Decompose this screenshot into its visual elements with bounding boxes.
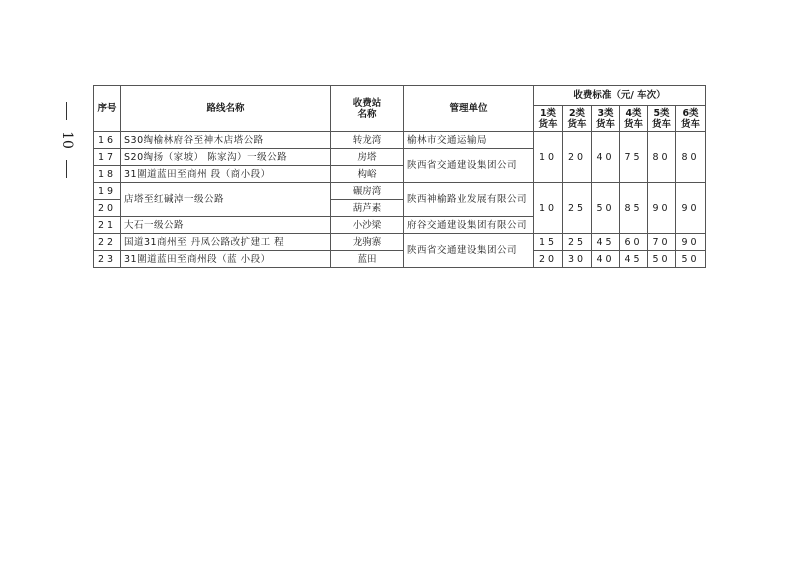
fee-class-5: 90 <box>648 183 676 234</box>
page-number-rule-bottom <box>66 160 67 178</box>
header-station <box>331 86 404 132</box>
fee-class-4: 75 <box>620 132 648 183</box>
row-route: 店塔至红碱淖一级公路 <box>121 183 331 217</box>
table-row <box>94 183 706 200</box>
row-route: 31圍道蓝田至商州段（蓝 小段） <box>121 251 331 268</box>
class-num: 3类 <box>597 107 614 119</box>
page-number <box>55 100 79 180</box>
row-seq: 20 <box>94 200 121 217</box>
row-seq: 21 <box>94 217 121 234</box>
class-num: 5类 <box>653 107 670 119</box>
row-route: S30绹榆林府谷至神木店塔公路 <box>121 132 331 149</box>
row-station: 房塔 <box>331 149 404 166</box>
row-station: 蓝田 <box>331 251 404 268</box>
page-number-text: 10 <box>59 131 75 149</box>
class-num: 4类 <box>625 107 642 119</box>
class-num: 1类 <box>539 107 557 119</box>
row-unit: 陕西省交通建设集团公司 <box>404 149 534 183</box>
class-vehicle: 货车 <box>595 118 615 130</box>
fee-class-1: 10 <box>534 183 563 234</box>
fee-class-1: 15 <box>534 234 563 251</box>
row-seq: 17 <box>94 149 121 166</box>
class-num: 6类 <box>682 107 699 119</box>
header-class <box>592 106 620 132</box>
class-vehicle: 货车 <box>623 118 643 130</box>
row-unit: 陕西省交通建设集团公司 <box>404 234 534 268</box>
class-vehicle: 货车 <box>680 118 700 130</box>
class-vehicle: 货车 <box>538 118 558 130</box>
fee-class-6: 90 <box>676 234 706 251</box>
table-row <box>94 234 706 251</box>
class-vehicle: 货车 <box>651 118 671 130</box>
row-route: 国道31商州至 丹凤公路改扩建工 程 <box>121 234 331 251</box>
row-seq: 18 <box>94 166 121 183</box>
row-seq: 22 <box>94 234 121 251</box>
fee-class-2: 25 <box>563 234 592 251</box>
fee-class-2: 25 <box>563 183 592 234</box>
row-unit: 府谷交通建设集团有限公司 <box>404 217 534 234</box>
fee-class-3: 40 <box>592 132 620 183</box>
fee-class-1: 20 <box>534 251 563 268</box>
header-class <box>676 106 706 132</box>
row-station: 构峪 <box>331 166 404 183</box>
row-unit: 榆林市交通运输局 <box>404 132 534 149</box>
fee-class-6: 90 <box>676 183 706 234</box>
fee-class-1: 10 <box>534 132 563 183</box>
fee-class-6: 50 <box>676 251 706 268</box>
fee-class-5: 70 <box>648 234 676 251</box>
fee-class-6: 80 <box>676 132 706 183</box>
fee-class-5: 50 <box>648 251 676 268</box>
header-unit: 管理单位 <box>404 86 534 132</box>
header-station-line2: 名称 <box>357 108 377 120</box>
header-fee-title: 收费标准（元/ 车次） <box>534 86 706 106</box>
toll-fee-table <box>93 85 706 268</box>
fee-class-3: 45 <box>592 234 620 251</box>
fee-class-3: 50 <box>592 183 620 234</box>
header-class <box>648 106 676 132</box>
fee-class-2: 30 <box>563 251 592 268</box>
header-row <box>94 86 706 106</box>
fee-class-4: 60 <box>620 234 648 251</box>
row-route: 31圍道蓝田至商州 段（商小段） <box>121 166 331 183</box>
row-station: 葫芦素 <box>331 200 404 217</box>
row-seq: 19 <box>94 183 121 200</box>
table-row <box>94 251 706 268</box>
row-route: S20绹扬（家坡） 陈家沟）一级公路 <box>121 149 331 166</box>
fee-class-3: 40 <box>592 251 620 268</box>
header-route: 路线名称 <box>121 86 331 132</box>
row-station: 龙驹寨 <box>331 234 404 251</box>
fee-class-4: 45 <box>620 251 648 268</box>
fee-class-2: 20 <box>563 132 592 183</box>
row-unit: 陕西神榆路业发展有限公司 <box>404 183 534 217</box>
header-class <box>563 106 592 132</box>
row-station: 碾房湾 <box>331 183 404 200</box>
row-seq: 16 <box>94 132 121 149</box>
class-vehicle: 货车 <box>567 118 587 130</box>
row-station: 小沙梁 <box>331 217 404 234</box>
header-class <box>534 106 563 132</box>
header-seq: 序号 <box>94 86 121 132</box>
fee-class-5: 80 <box>648 132 676 183</box>
row-route: 大石一级公路 <box>121 217 331 234</box>
row-station: 转龙湾 <box>331 132 404 149</box>
page-number-rule-top <box>66 102 67 120</box>
header-class <box>620 106 648 132</box>
fee-class-4: 85 <box>620 183 648 234</box>
header-station-line1: 收费站 <box>352 97 382 109</box>
class-num: 2类 <box>568 107 586 119</box>
row-seq: 23 <box>94 251 121 268</box>
table-row <box>94 132 706 149</box>
